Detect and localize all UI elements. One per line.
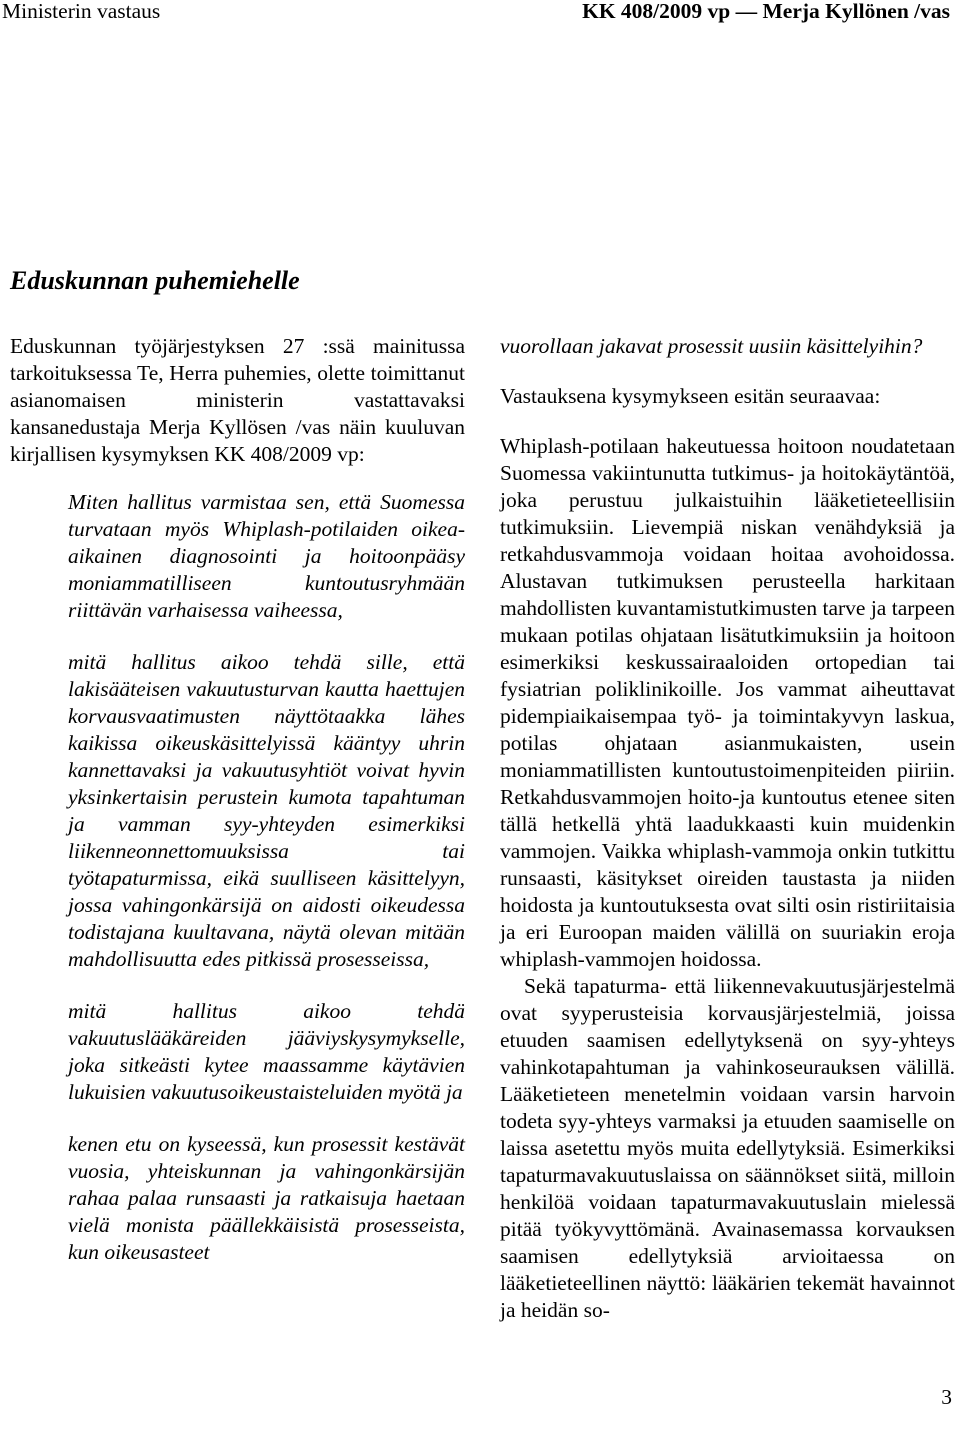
question-1: Miten hallitus varmistaa sen, että Suomessa turvataan myös Whiplash-potilaiden oikea-aikainen diagnosointi ja hoitoonpääsy moniammatilliseen kuntoutusryhmään riittävän varhaisessa vaiheessa, <box>68 490 465 622</box>
answer-lead: Vastauksena kysymykseen esitän seuraavaa: <box>500 384 881 408</box>
left-column <box>10 333 465 1291</box>
answer-paragraph-1: Whiplash-potilaan hakeutuessa hoitoon noudatetaan Suomessa vakiintunutta tutkimus- ja hoitokäytäntöä, joka perustuu julkaistuihin lääketieteellisiin tutkimuksiin. Lievempiä niskan venähdyksiä ja retkahdusvammoja voidaan hoitaa avohoidossa. Alustavan tutkimuksen perusteella harkitaan mahdollisten kuvantamistutkimusten tarve ja tarpeen mukaan potilas ohjataan lisätutkimuksiin ja hoitoon esimerkiksi keskussairaaloiden ortopedian tai fysiatrian poliklinikoille. Jos vammat aiheuttavat pidempiaikaisempaa työ- ja toimintakyvyn laskua, potilas ohjataan asianmukaisten, usein moniammatillisten kuntoutustoimenpiteiden piiriin. Retkahdusvammojen hoito-ja kuntoutus etenee siten tällä hetkellä yhtä laadukkaasti kuin muidenkin vammojen. Vaikka whiplash-vammoja onkin tutkittu runsaasti, käsitykset oireiden taustasta ja niiden hoidosta ja kuntoutuksesta ovat silti osin ristiriitaisia ja eri Euroopan maiden välillä on suuriakin eroja whiplash-vammojen hoidossa. <box>500 434 955 971</box>
page-number: 3 <box>941 1385 952 1409</box>
question-continuation: vuorollaan jakavat prosessit uusiin käsittelyihin? <box>500 334 923 358</box>
right-column <box>500 333 955 1324</box>
intro-paragraph: Eduskunnan työjärjestyksen 27 :ssä mainitussa tarkoituksessa Te, Herra puhemies, olette toimittanut asianomaisen ministerin vastattavaksi kansanedustaja Merja Kyllösen /vas näin kuuluvan kirjallisen kysymyksen KK 408/2009 vp: <box>10 334 465 466</box>
running-header-right: KK 408/2009 vp — Merja Kyllönen /vas <box>582 0 950 23</box>
question-3: mitä hallitus aikoo tehdä vakuutuslääkäreiden jääviyskysymykselle, joka sitkeästi kytee maassamme käytävien lukuisien vakuutusoikeustaisteluiden myötä ja <box>68 999 465 1104</box>
running-header-left: Ministerin vastaus <box>2 0 161 23</box>
question-2: mitä hallitus aikoo tehdä sille, että lakisääteisen vakuutusturvan kautta haettujen korvausvaatimusten näyttötaakka lähes kaikissa oikeuskäsittelyissä kääntyy uhrin kannettavaksi ja vakuutusyhtiöt voivat hyvin yksinkertaisin perustein kumota tapahtuman ja vamman syy-yhteyden esimerkiksi liikenneonnettomuuksissa tai työtapaturmissa, eikä suulliseen käsittelyyn, jossa vahingonkärsijä on aidosti oikeudessa todistajana kuultavana, näytä olevan mitään mahdollisuutta edes pitkissä prosesseissa, <box>68 650 465 971</box>
answer-paragraph-2: Sekä tapaturma- että liikennevakuutusjärjestelmä ovat syyperusteisia korvausjärjestelmiä, joissa etuuden saamisen edellytyksenä on syy-yhteys vahinkotapahtuman ja vahinkoseurauksen välillä. Lääketieteen menetelmin voidaan varsin harvoin todeta syy-yhteys varmaksi ja etuuden saamiselle on laissa asetettu myös muita edellytyksiä. Esimerkiksi tapaturmavakuutuslaissa on säännökset siitä, milloin henkilöä voidaan tapaturmavakuutuslain mielessä pitää työkyvyttömänä. Avainasemassa korvauksen saamisen edellytyksiä arvioitaessa on lääketieteellinen näyttö: lääkärien tekemät havainnot ja heidän so- <box>500 974 955 1322</box>
salutation-heading: Eduskunnan puhemiehelle <box>10 266 300 295</box>
question-4: kenen etu on kyseessä, kun prosessit kestävät vuosia, yhteiskunnan ja vahingonkärsijän rahaa palaa runsaasti ja ratkaisuja haetaan vielä monista päällekkäisistä prosesseista, kun oikeusasteet <box>68 1132 465 1264</box>
